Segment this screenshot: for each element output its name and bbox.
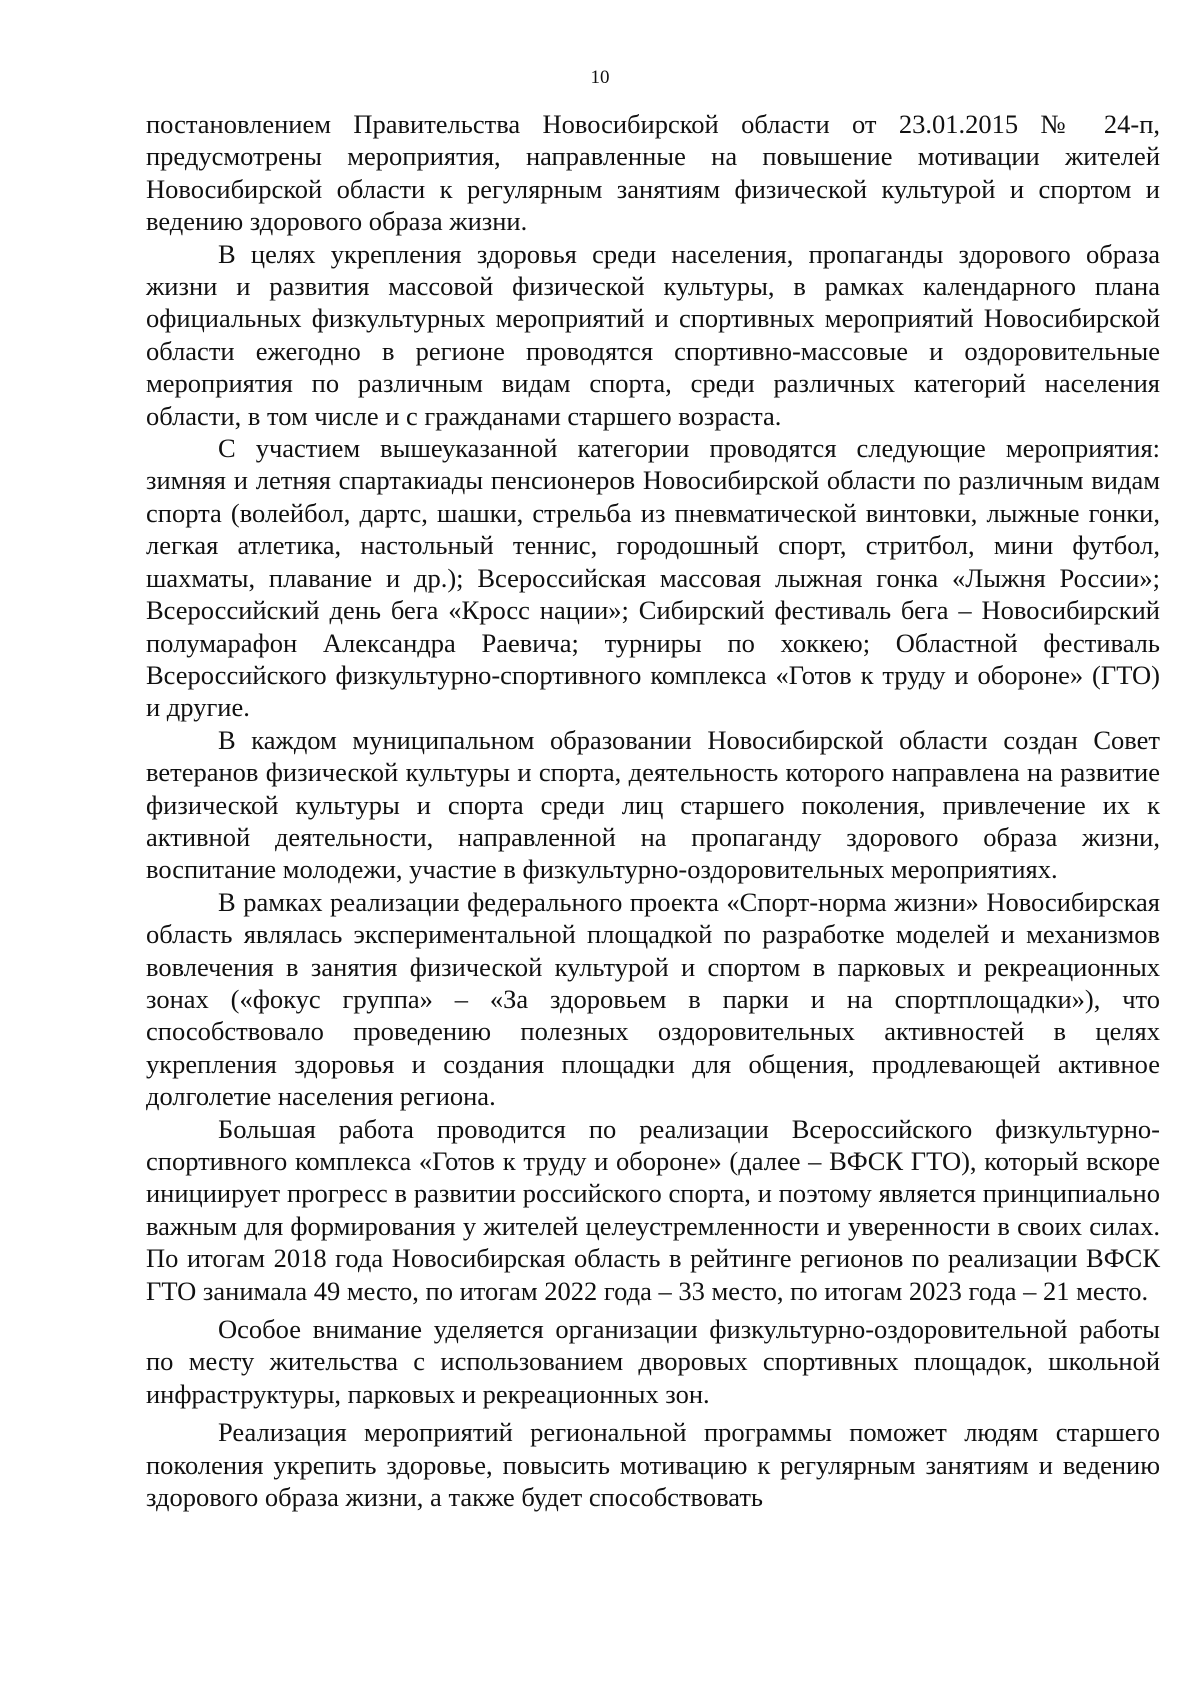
paragraph-veterans-council: В каждом муниципальном образовании Новосибирской области создан Совет ветеранов физической культуры и спорта, деятельность которого направлена на развитие физической культуры и спорта среди лиц старшего поколения, привлечение их к активной деятельности, направленной на пропаганду здорового образа жизни, воспитание молодежи, участие в физкультурно-оздоровительных мероприятиях. (146, 724, 1160, 885)
paragraph-sport-norm-project: В рамках реализации федерального проекта «Спорт-норма жизни» Новосибирская область являлась экспериментальной площадкой по разработке моделей и механизмов вовлечения в занятия физической культурой и спортом в парковых и рекреационных зонах («фокус группа» – «За здоровьем в парки и на спортплощадки»), что способствовало проведению полезных оздоровительных активностей в целях укрепления здоровья и создания площадки для общения, продлевающей активное долголетие населения региона. (146, 886, 1160, 1112)
paragraph-health-promotion: В целях укрепления здоровья среди населения, пропаганды здорового образа жизни и развития массовой физической культуры, в рамках календарного плана официальных физкультурных мероприятий и спортивных мероприятий Новосибирской области ежегодно в регионе проводятся спортивно-массовые и оздоровительные мероприятия по различным видам спорта, среди различных категорий населения области, в том числе и с гражданами старшего возраста. (146, 238, 1160, 431)
paragraph-events-list: С участием вышеуказанной категории проводятся следующие мероприятия: зимняя и летняя спартакиады пенсионеров Новосибирской области по различным видам спорта (волейбол, дартс, шашки, стрельба из пневматической винтовки, лыжные гонки, легкая атлетика, настольный теннис, городошный спорт, стритбол, мини футбол, шахматы, плавание и др.); Всероссийская массовая лыжная гонка «Лыжня России»; Всероссийский день бега «Кросс нации»; Сибирский фестиваль бега – Новосибирский полумарафон Александра Раевича; турниры по хоккею; Областной фестиваль Всероссийского физкультурно-спортивного комплекса «Готов к труду и обороне» (ГТО) и другие. (146, 433, 1160, 723)
page-number: 10 (590, 67, 610, 88)
paragraph-continuation: постановлением Правительства Новосибирской области от 23.01.2015 № 24-п, предусмотрены мероприятия, направленные на повышение мотивации жителей Новосибирской области к регулярным занятиям физической культурой и спортом и ведению здорового образа жизни. (146, 109, 1160, 237)
paragraph-program-implementation: Реализация мероприятий региональной программы поможет людям старшего поколения укрепить здоровье, повысить мотивацию к регулярным занятиям и ведению здорового образа жизни, а также будет способствовать (146, 1417, 1160, 1513)
paragraph-gto-complex: Большая работа проводится по реализации Всероссийского физкультурно-спортивного комплекса «Готов к труду и обороне» (далее – ВФСК ГТО), который вскоре инициирует прогресс в развитии российского спорта, и поэтому является принципиально важным для формирования у жителей целеустремленности и уверенности в своих силах. По итогам 2018 года Новосибирская область в рейтинге регионов по реализации ВФСК ГТО занимала 49 место, по итогам 2022 года – 33 место, по итогам 2023 года – 21 место. (146, 1113, 1160, 1306)
paragraph-residence-sports: Особое внимание уделяется организации физкультурно-оздоровительной работы по месту жительства с использованием дворовых спортивных площадок, школьной инфраструктуры, парковых и рекреационных зон. (146, 1314, 1160, 1409)
document-body (146, 108, 1160, 1513)
